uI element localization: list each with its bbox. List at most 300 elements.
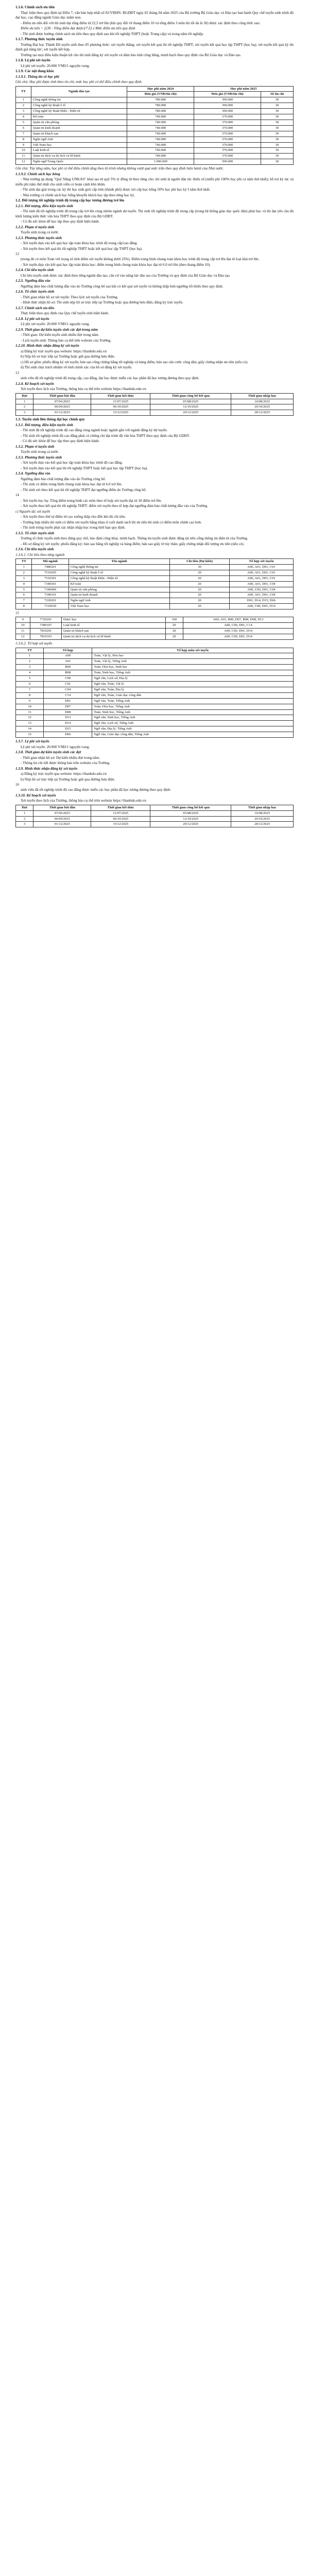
col-header: Thời gian bắt đầu [33,393,91,399]
table-cell: 30 [261,137,294,142]
col-header: TT [16,86,31,97]
table-cell: 7310630 [32,604,68,609]
table-cell: 20 [165,623,183,629]
table-cell: 8 [16,692,44,698]
table-cell: D15 [44,726,92,732]
table-cell: 7 [16,598,32,604]
table-row [16,692,294,698]
page-number: 13 [15,370,19,375]
paragraph: Ngưỡng đảm bảo chất lượng đầu vào do Trường công bố sau khi có kết quả xét tuyển và không thấp hơn ngưỡng tối thiểu theo quy định. [21,284,224,289]
table-cell: 15/12/2025 [91,410,150,416]
table-cell: 10 [16,704,44,709]
table-cell: Việt Nam học [68,604,170,609]
table-cell: 6 [16,125,31,131]
table-cell: 8 [16,604,32,609]
table-cell: 2 [16,570,32,575]
table-cell: 7220201 [32,598,68,604]
table-row [16,410,294,416]
table-cell: C01 [44,681,92,687]
table-cell: 1 [16,810,33,816]
paragraph: - Lịch tuyển sinh: Thông báo cụ thể trên website của Trường. [21,338,112,343]
table-row [16,142,294,148]
col-header: Ngành đào tạo [31,86,127,97]
table-cell: A00, A01, B00, D07, B08, D08, D13 [183,617,293,623]
table-row [16,598,294,604]
paragraph: Thực hiện theo quy định tại Điều 7, văn bản hợp nhất số 02/VBHN- BGDĐT ngày 02 tháng 04 năm 2025 của Bộ trưởng Bộ Giáo dục và Đào tạo ban hành Quy chế tuyển sinh trình độ đại học, cao đẳng ngành Giáo dục mầm non. [15,10,294,20]
table-cell: 15 [16,732,44,738]
table-cell: A01 [44,659,92,665]
table-cell: Toán, Sinh học, Tiếng Anh [92,670,294,676]
col-header: Thời gian công bố kết quả [150,393,231,399]
table-cell: 740.000 [127,137,194,142]
subheading: 1.1.9.1. Thông tin về học phí [15,74,59,79]
table-cell: 30 [261,120,294,125]
paragraph: - Thí sinh có điểm trung bình chung toàn khóa học đạt từ 6.0 trở lên. [21,482,122,487]
subheading: c) Nguyên tắc xét tuyển [15,509,50,514]
subheading: 1.3.6. Chỉ tiêu tuyển sinh [15,547,54,552]
subheading: 1.3.6.1. Chỉ tiêu theo từng ngành [15,552,65,557]
table-cell: 30 [170,564,230,570]
table-cell: 740.000 [127,154,194,159]
heading: 1.1.8. Lệ phí xét tuyển [15,58,50,62]
table-cell: 7 [16,131,31,137]
subheading: 1.3.2. Phạm vi tuyển sinh [15,444,55,449]
table-row [16,148,294,154]
paragraph: - Xét tuyển theo kết quả thi tốt nghiệp THPT: điểm xét tuyển theo tổ hợp đạt ngưỡng đảm bảo chất lượng đầu vào của Trường. [21,504,208,509]
table-cell: 12/10/2025 [150,404,231,410]
table-row [16,103,294,109]
table-row [16,629,294,634]
paragraph: Xét tuyển theo lịch của Trường, thông báo cụ thể trên website https://thanhdo.edu.vn [21,799,146,803]
table-cell: 7810103 [30,634,61,640]
table-cell: 1 [16,564,32,570]
schedule-table-2-body [16,810,294,827]
table-cell: A00, A01, D01, C04 [229,592,293,598]
table-cell: A00, A01, D01, C01 [229,564,293,570]
table-cell: 30 [261,109,294,114]
schedule-table-2 [15,805,294,828]
subheading: 1.3.1. Đối tượng, điều kiện tuyển sinh [15,422,73,427]
col-header: Thời gian nhập học [231,393,294,399]
subheading: 1.3.5. Tổ chức tuyển sinh [15,531,55,535]
paragraph: - Xét tuyển theo kết quả thi tốt nghiệp THPT hoặc kết quả học tập THPT (học bạ). [21,246,143,251]
table-cell: 05/08/2025 [150,399,231,404]
table-cell: 740.000 [127,114,194,120]
paragraph: - Thời gian: Dự kiến tuyển sinh nhiều đợt trong năm. [21,333,99,337]
table-cell: Quản trị văn phòng [68,587,170,592]
table-cell: 1 [16,399,33,404]
table-row [16,154,294,159]
table-cell: 370.000 [194,154,261,159]
table-cell: 5 [16,676,44,682]
table-row [16,721,294,726]
table-cell: 31/07/2025 [91,399,150,404]
subheading: 1.2.10. Hình thức nhận đăng ký xét tuyển [15,344,79,348]
col-header: Đợt [16,393,33,399]
table-cell: 3 [16,822,33,827]
subheading: 1.3.8. Thời gian dự kiến tuyển sinh các đợt [15,750,81,755]
col-header: Đơn giá (VNĐ/tín chỉ) [127,92,194,97]
table-cell: Quản trị kinh doanh [68,592,170,598]
table-cell: 4 [16,114,31,120]
note: Ghi chú: Học phí được tính theo tín chỉ, mức học phí có thể điều chỉnh theo quy định. [15,80,143,84]
paragraph: Trường tạo mọi điều kiện thuận lợi cho thí sinh đăng ký xét tuyển và đảm bảo tính công bằng, minh bạch theo quy định của Bộ Giáo dục và Đào tạo. [21,53,242,57]
table-cell: Công nghệ kỹ thuật ô tô [31,103,127,109]
table-cell: 20/10/2025 [231,404,294,410]
subheading: 1.3.3. Phương thức tuyển sinh [15,455,62,460]
paragraph: Tuyển sinh trong cả nước. [21,450,60,454]
table-cell: 07/06/2025 [33,399,91,404]
table-cell: 11 [16,154,31,159]
table-cell: Ngữ văn, Toán, Địa lý [92,687,294,692]
col-header: Học phí năm 2024 [127,86,194,92]
paragraph: Thực hiện theo quy định của Quy chế tuyển sinh hiện hành. [21,311,109,316]
table-cell: 10/08/2025 [231,399,294,404]
table-row [16,97,294,103]
table-cell: 06/10/2025 [91,404,150,410]
table-cell: 30 [261,97,294,103]
table-cell: 1.000.000 [127,159,194,165]
table-row [16,159,294,165]
table-cell: C04 [44,687,92,692]
fee-table [15,86,294,165]
table-cell: Ngữ văn, Toán, Vật lý [92,681,294,687]
table-cell: 20/12/2025 [150,822,231,827]
paragraph: Lệ phí xét tuyển: 20.000 VNĐ/1 nguyện vọng. [21,63,90,68]
paragraph: Tuyển sinh trong cả nước. [21,230,60,235]
table-cell: C00 [44,676,92,682]
table-cell: 20 [165,634,183,640]
table-row [16,570,294,575]
table-cell: Công nghệ kỹ thuật ô tô [68,570,170,575]
paragraph: sinh viên đã tốt nghiệp trình độ cao đẳng được miễn các học phần đã học tương đương theo quy định. [21,788,171,792]
formula: Điểm ưu tiên = [(30 - Tổng điểm đạt được)/7,5] x Mức điểm ưu tiên quy định [21,26,135,30]
table-cell: 2 [16,103,31,109]
table-row [16,709,294,715]
table-cell: 20 [170,581,230,587]
table-cell: Toán, Vật lý, Tiếng Anh [92,659,294,665]
table-cell: 20 [170,575,230,581]
table-row [16,575,294,581]
combo-table-body [16,653,294,738]
footnote: Ghi chú: Tùy từng năm, học phí có thể điều chỉnh tăng theo lộ trình nhưng không vượt quá mức trần theo quy định hiện hành của Nhà nước. [15,166,224,171]
table-cell: 7340301 [32,581,68,587]
subheading: 1.2.3. Phương thức tuyển sinh [15,235,62,240]
table-cell: 500.000 [194,159,261,165]
col-header: Tổ hợp [44,648,92,653]
table-cell: 13 [16,721,44,726]
paragraph: a) Đăng ký trực tuyến qua website: https://thanhdo.edu.vn [21,349,107,353]
table-cell: Công nghệ kỹ thuật Điện - Điện tử [68,575,170,581]
table-row [16,810,294,816]
table-cell: D14 [44,721,92,726]
subheading: 1.1.9.2. Chính sách học bổng [15,172,60,176]
table-cell: Quản trị dịch vụ du lịch và lữ hành [61,634,165,640]
paragraph: Lệ phí xét tuyển: 20.000 VNĐ/1 nguyện vọng. [21,744,90,749]
col-header: Tên ngành [68,559,170,565]
subheading: 1.3.6.2. Tổ hợp xét tuyển [15,641,53,646]
heading: 1.1.7. Phương thức tuyển sinh [15,37,63,41]
heading: 1.2. Đối tượng tốt nghiệp trình độ trung cấp học tương đương trở lên [15,198,125,203]
table-row [16,732,294,738]
table-cell: 28/12/2025 [231,410,294,416]
table-cell: 7720201 [30,617,61,623]
table-cell: 7510205 [32,570,68,575]
table-cell: A00, A01, D01, C01 [229,575,293,581]
table-cell: 390.000 [194,97,261,103]
subheading: 1.3.4. Ngưỡng đầu vào [15,471,50,476]
subheading: 1.3.10. Kế hoạch xét tuyển [15,793,56,798]
table-cell: D07 [44,704,92,709]
table-cell: 4 [16,581,32,587]
table-cell: Ngữ văn, Lịch sử, Địa lý [92,676,294,682]
subheading: 1.2.9. Thời gian dự kiến tuyển sinh các đợt trong năm [15,327,98,332]
table-cell: 7380107 [30,623,61,629]
document-page [0,0,309,827]
table-cell: 370.000 [194,142,261,148]
table-cell: 20/12/2025 [150,410,231,416]
subheading: 1.2.6. Tổ chức tuyển sinh [15,290,55,294]
paragraph: - Thí sinh trúng tuyển phải xác nhận nhập học trong thời hạn quy định. [21,526,126,530]
table-cell: 1 [16,653,44,659]
table-row [16,715,294,721]
paragraph: - Thí sinh đã tốt nghiệp trình độ cao đẳng cùng ngành hoặc ngành gần với ngành đăng ký dự tuyển. [21,428,168,433]
table-cell: 370.000 [194,131,261,137]
schedule-table-body [16,399,294,416]
table-cell: 5 [16,120,31,125]
table-cell: 14 [16,726,44,732]
paragraph: - Thời gian nhận hồ sơ: Dự kiến nhiều đợt trong năm. [21,755,100,760]
table-cell: 2 [16,816,33,822]
paragraph: b) Nộp hồ sơ trực tiếp tại Trường hoặc gửi qua đường bưu điện. [21,777,115,782]
table-cell: 05/08/2025 [150,810,231,816]
paragraph: - Có đủ sức khỏe để học tập theo quy định hiện hành. [21,439,100,444]
table-cell: 160 [165,617,183,623]
paragraph: - Thí sinh được hưởng chính sách ưu tiên theo quy định sau khi tốt nghiệp THPT (hoặc Trung cấp) và trong năm tốt nghiệp. [21,31,204,36]
table-cell: Toán, Hóa học, Tiếng Anh [92,704,294,709]
paragraph: - Xét tuyển dựa vào kết quả thi tốt nghiệp THPT hoặc kết quả học tập THPT (học bạ). [21,466,148,470]
paragraph: - Thí sinh tốt nghiệp trình độ cao đẳng phải có chứng chỉ đạt trình độ văn hóa THPT theo quy định của Bộ GDĐT. [21,433,190,438]
table-row [16,653,294,659]
paragraph: Xét tuyển theo lịch của Trường, thông báo cụ thể trên website https://thanhdo.edu.vn [21,387,146,392]
quota-table [15,558,294,609]
paragraph: - Xét tuyển dựa vào kết quả học tập toàn khóa học trình độ cao đẳng. [21,461,123,465]
table-cell: 3 [16,109,31,114]
table-cell: 4 [16,670,44,676]
table-cell: 7 [16,687,44,692]
table-cell: Ngữ văn, Địa lý, Tiếng Anh [92,726,294,732]
table-cell: D08 [44,709,92,715]
table-cell: 9 [16,698,44,704]
table-cell: 10 [16,148,31,154]
table-cell: 30 [261,148,294,154]
col-header: Thời gian kết thúc [91,805,150,810]
subheading: 1.2.1. Đối tượng, điều kiện tuyển sinh [15,204,73,208]
subheading: 1.3.9. Hình thức nhận đăng ký xét tuyển [15,766,78,771]
table-row [16,698,294,704]
table-cell: 07/06/2025 [33,810,91,816]
paragraph: d) Thí sinh chịu trách nhiệm về tính chính xác của hồ sơ đăng ký xét tuyển. [21,365,132,370]
table-cell: 8 [16,137,31,142]
table-cell: Toán, Vật lý, Hóa học [92,653,294,659]
table-cell: Kế toán [31,114,127,120]
table-cell: 1 [16,97,31,103]
table-cell: A00, C00, D01, C04 [229,587,293,592]
table-cell: B08 [44,670,92,676]
table-cell: 30 [261,125,294,131]
table-cell: 06/10/2025 [91,816,150,822]
table-cell: D66 [44,732,92,738]
table-cell: 01/12/2025 [33,410,91,416]
page-number: 16 [15,783,19,787]
paragraph: - Hình thức nhận hồ sơ: Thí sinh nộp hồ sơ trực tiếp tại Trường hoặc qua đường bưu điện, đăng ký trực tuyến. [21,300,183,305]
table-row [16,726,294,732]
table-row [16,822,294,827]
paragraph: - Thí sinh xét theo kết quả thi tốt nghiệp THPT đạt ngưỡng điểm do Trường công bố. [21,487,147,492]
table-row [16,587,294,592]
paragraph: - Thông tin chi tiết được thông báo trên website của Trường. [21,761,110,766]
paragraph: Ngưỡng đảm bảo chất lượng đầu vào do Trường công bố. [21,477,106,481]
paragraph: a) Đăng ký trực tuyến qua website: https://thanhdo.edu.vn [21,772,107,776]
table-cell: Việt Nam học [31,142,127,148]
table-cell: 2 [16,659,44,665]
table-row [16,109,294,114]
paragraph: - Xét tuyển dựa vào kết quả học tập toàn khóa học: điểm trung bình chung toàn khóa học đạt từ 6.0 trở lên (theo thang điểm 10). [21,262,211,267]
paragraph: sinh viên đã tốt nghiệp trình độ trung cấp, cao đẳng, đại học được miễn các học phần đã học tương đương theo quy định. [21,376,200,381]
paragraph: - Xét tuyển học bạ: Tổng điểm trung bình các môn theo tổ hợp xét tuyển đạt từ 18 điểm trở lên. [21,498,162,503]
page-number: 12 [15,252,19,257]
table-cell: Luật kinh tế [61,623,165,629]
table-cell: Ngôn ngữ Anh [68,598,170,604]
table-row [16,623,294,629]
table-cell: 740.000 [127,125,194,131]
quota-table-continued-body [16,617,294,640]
table-cell: Toán, Sinh học, Tiếng Anh [92,709,294,715]
col-header: Tổ hợp xét tuyển [229,559,293,565]
paragraph: - Hồ sơ đăng ký xét tuyển: phiếu đăng ký; bản sao bằng tốt nghiệp và bảng điểm; bản sao giấy tờ tùy thân; giấy chứng nhận đối tượng ưu tiên (nếu có). [21,541,245,546]
table-cell: 15/12/2025 [91,822,150,827]
table-row [16,399,294,404]
paragraph: - Thí sinh đã tốt nghiệp trình độ trung cấp trở lên cùng nhóm ngành dự tuyển. Thí sinh tốt nghiệp trình độ trung cấp (trong hệ thống giáo dục quốc dân) phải học và thi đạt yêu cầu đủ khối lượng kiến thức văn hóa THPT theo quy định của Bộ GDĐT. [15,209,294,218]
table-cell: 7510301 [32,575,68,581]
table-cell: 31/07/2025 [91,810,150,816]
table-cell: 6 [16,592,32,598]
table-cell: Công nghệ kỹ thuật Điện - Điện tử [31,109,127,114]
table-cell: 06/09/2025 [33,404,91,410]
paragraph: b) Nộp hồ sơ trực tiếp tại Trường hoặc gửi qua đường bưu điện. [21,354,115,359]
table-cell: 9 [16,142,31,148]
table-cell: A00, C00, D01, C14 [183,623,293,629]
table-row [16,137,294,142]
paragraph: Lệ phí xét tuyển: 20.000 VNĐ/1 nguyện vọng. [21,322,90,327]
table-row [16,659,294,665]
subheading: 1.2.4. Kế hoạch xét tuyển [15,381,54,386]
subheading: 1.3.7. Lệ phí xét tuyển [15,739,49,744]
paragraph: - Trường hợp nhiều thí sinh có điểm xét tuyển bằng nhau ở cuối danh sách thì ưu tiên thí sinh có điểm môn chính cao hơn. [21,520,202,524]
table-cell: B00 [44,665,92,670]
table-row [16,634,294,640]
table-cell: Dược học [61,617,165,623]
table-cell: Ngôn ngữ Anh [31,137,127,142]
paragraph: - Nhà trường có chính sách học bổng khuyến khích học tập theo từng học kỳ. [21,193,135,197]
table-cell: 20 [170,587,230,592]
table-row [16,592,294,598]
table-cell: 30 [261,159,294,165]
table-cell: 2 [16,404,33,410]
table-cell: Công nghệ thông tin [68,564,170,570]
table-cell: 7480201 [32,564,68,570]
table-cell: 10/08/2025 [231,810,294,816]
table-row [16,670,294,676]
table-row [16,665,294,670]
table-cell: 30 [261,103,294,109]
table-cell: 370.000 [194,120,261,125]
table-cell: 3 [16,665,44,670]
table-cell: 7340406 [32,587,68,592]
table-cell: 11 [16,709,44,715]
table-cell: 01/12/2025 [33,822,91,827]
col-header: Tổ hợp môn xét tuyển [92,648,294,653]
table-cell: 7810201 [30,629,61,634]
table-cell: C14 [44,692,92,698]
table-cell: Luật kinh tế [31,148,127,154]
paragraph: (trong đó có môn Toán với trọng số tính điểm xét tuyển không dưới 25%). Điểm trung bình chung toàn khóa học trình độ trung cấp trở lên đạt từ loại khá trở lên. [21,257,260,262]
table-row [16,564,294,570]
schedule-table [15,393,294,416]
table-cell: 390.000 [194,103,261,109]
quota-table-body [16,564,294,609]
table-cell: Công nghệ thông tin [31,97,127,103]
table-cell: 12 [16,715,44,721]
table-cell: 12 [16,159,31,165]
table-row [16,816,294,822]
table-row [16,604,294,609]
table-cell: Ngữ văn, Giáo dục công dân, Tiếng Anh [92,732,294,738]
table-cell: 370.000 [194,137,261,142]
table-cell: A00, C00, D01, D14 [183,629,293,634]
col-header: Mã ngành [32,559,68,565]
fee-table-body [16,97,294,165]
table-cell: 7340101 [32,592,68,598]
table-cell: 20 [170,592,230,598]
table-row [16,617,294,623]
paragraph: - Thí sinh đạt giải trong các kỳ thi học sinh giỏi cấp tỉnh (thành phố) được xét cấp học bổng 50% học phí học kỳ I năm thứ nhất. [21,188,211,192]
table-cell: 740.000 [127,142,194,148]
table-row [16,704,294,709]
col-header: Thời gian bắt đầu [33,805,91,810]
table-cell: 5 [16,587,32,592]
table-cell: Quản trị khách sạn [61,629,165,634]
table-cell: 6 [16,681,44,687]
table-row [16,114,294,120]
heading: 1.1.9. Các nội dung khác [15,69,55,73]
table-cell: 12/10/2025 [150,816,231,822]
table-cell: 20 [170,604,230,609]
table-cell: 28/12/2025 [231,822,294,827]
table-cell: 370.000 [194,125,261,131]
table-cell: Kế toán [68,581,170,587]
table-cell: 06/09/2025 [33,816,91,822]
col-header: Thời gian kết thúc [91,393,150,399]
subheading: 1.2.4. Chỉ tiêu tuyển sinh [15,268,54,273]
col-header: TT [16,559,32,565]
table-cell: 780.000 [127,109,194,114]
combo-table [15,648,294,738]
table-row [16,681,294,687]
table-cell: Quản trị dịch vụ du lịch và lữ hành [31,154,127,159]
table-cell: 12 [16,634,30,640]
subheading: 1.2.7. Chính sách ưu tiên [15,306,55,310]
